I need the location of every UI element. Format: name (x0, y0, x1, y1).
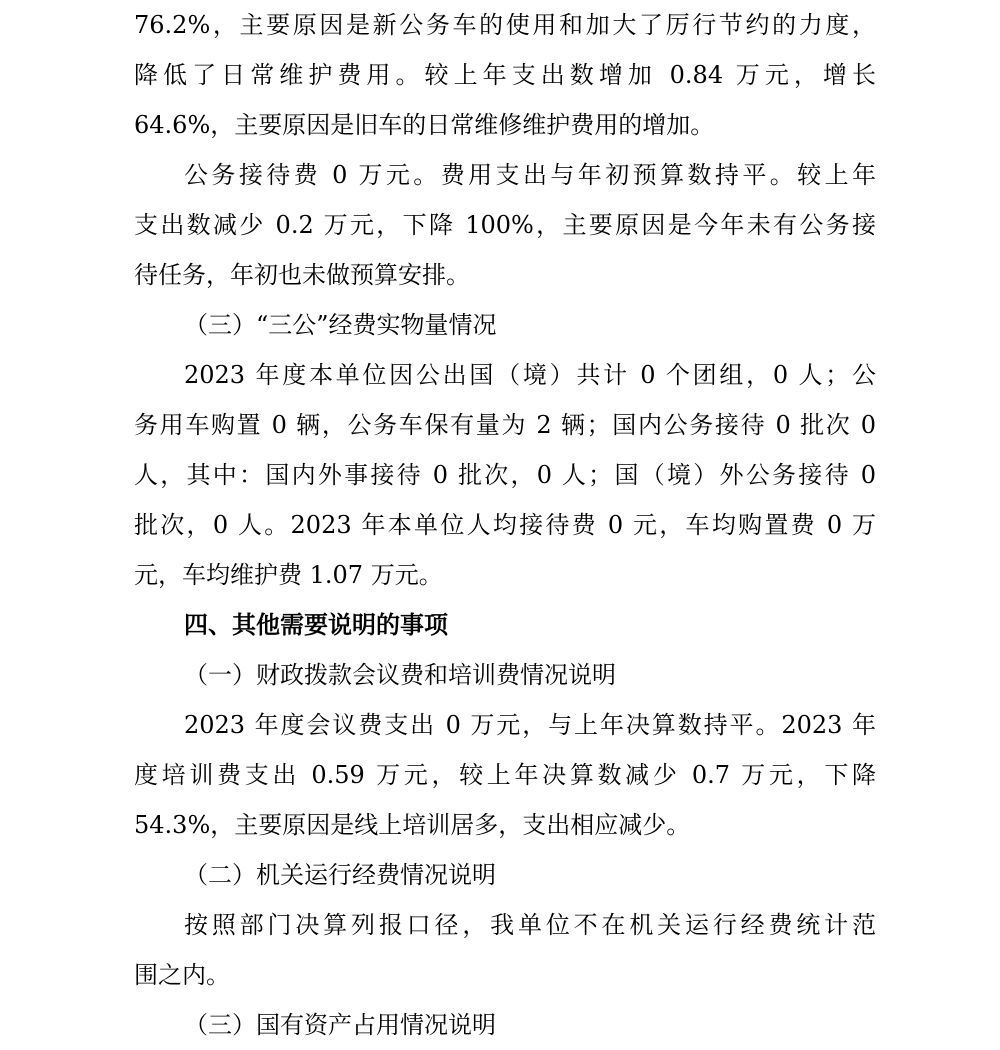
paragraph-reception-expense (134, 150, 876, 300)
text-line: 降低了日常维护费用。较上年支出数增加 0.84 万元，增长 (134, 61, 876, 89)
text-line: 公务接待费 0 万元。费用支出与年初预算数持平。较上年 (184, 161, 876, 189)
text-line: 2023 年度本单位因公出国（境）共计 0 个团组，0 人；公 (184, 361, 876, 389)
paragraph-vehicle-maintenance-continued (134, 0, 876, 150)
text-line: 围之内。 (134, 961, 230, 989)
subheading-text: （二）机关运行经费情况说明 (184, 861, 496, 889)
text-line: 按照部门决算列报口径，我单位不在机关运行经费统计范 (184, 911, 876, 939)
paragraph-meeting-training-expense (134, 700, 876, 850)
subheading-text: （三）国有资产占用情况说明 (184, 1011, 496, 1039)
text-line: 支出数减少 0.2 万元，下降 100%，主要原因是今年未有公务接 (134, 211, 876, 239)
text-line: 64.6%，主要原因是旧车的日常维修维护费用的增加。 (134, 111, 715, 139)
text-line: 76.2%，主要原因是新公务车的使用和加大了厉行节约的力度， (134, 11, 876, 39)
text-line: 度培训费支出 0.59 万元，较上年决算数减少 0.7 万元，下降 (134, 761, 876, 789)
subheading-three-public-quantities (134, 300, 876, 350)
text-line: 人，其中：国内外事接待 0 批次，0 人；国（境）外公务接待 0 (134, 461, 876, 489)
document-page (134, 0, 876, 1050)
text-line: 2023 年度会议费支出 0 万元，与上年决算数持平。2023 年 (184, 711, 876, 739)
subheading-text: （一）财政拨款会议费和培训费情况说明 (184, 661, 616, 689)
section-heading-text: 四、其他需要说明的事项 (184, 611, 448, 639)
text-line: 待任务，年初也未做预算安排。 (134, 261, 470, 289)
text-line: 54.3%，主要原因是线上培训居多，支出相应减少。 (134, 811, 691, 839)
text-line: 批次，0 人。2023 年本单位人均接待费 0 元，车均购置费 0 万 (134, 511, 876, 539)
subheading-operating-expense (134, 850, 876, 900)
section-heading-other-matters (134, 600, 876, 650)
text-line: 元，车均维护费 1.07 万元。 (134, 561, 443, 589)
subheading-text: （三）“三公”经费实物量情况 (184, 311, 497, 339)
paragraph-operating-expense (134, 900, 876, 1000)
paragraph-physical-quantities (134, 350, 876, 600)
subheading-meeting-training (134, 650, 876, 700)
text-line: 务用车购置 0 辆，公务车保有量为 2 辆；国内公务接待 0 批次 0 (134, 411, 876, 439)
